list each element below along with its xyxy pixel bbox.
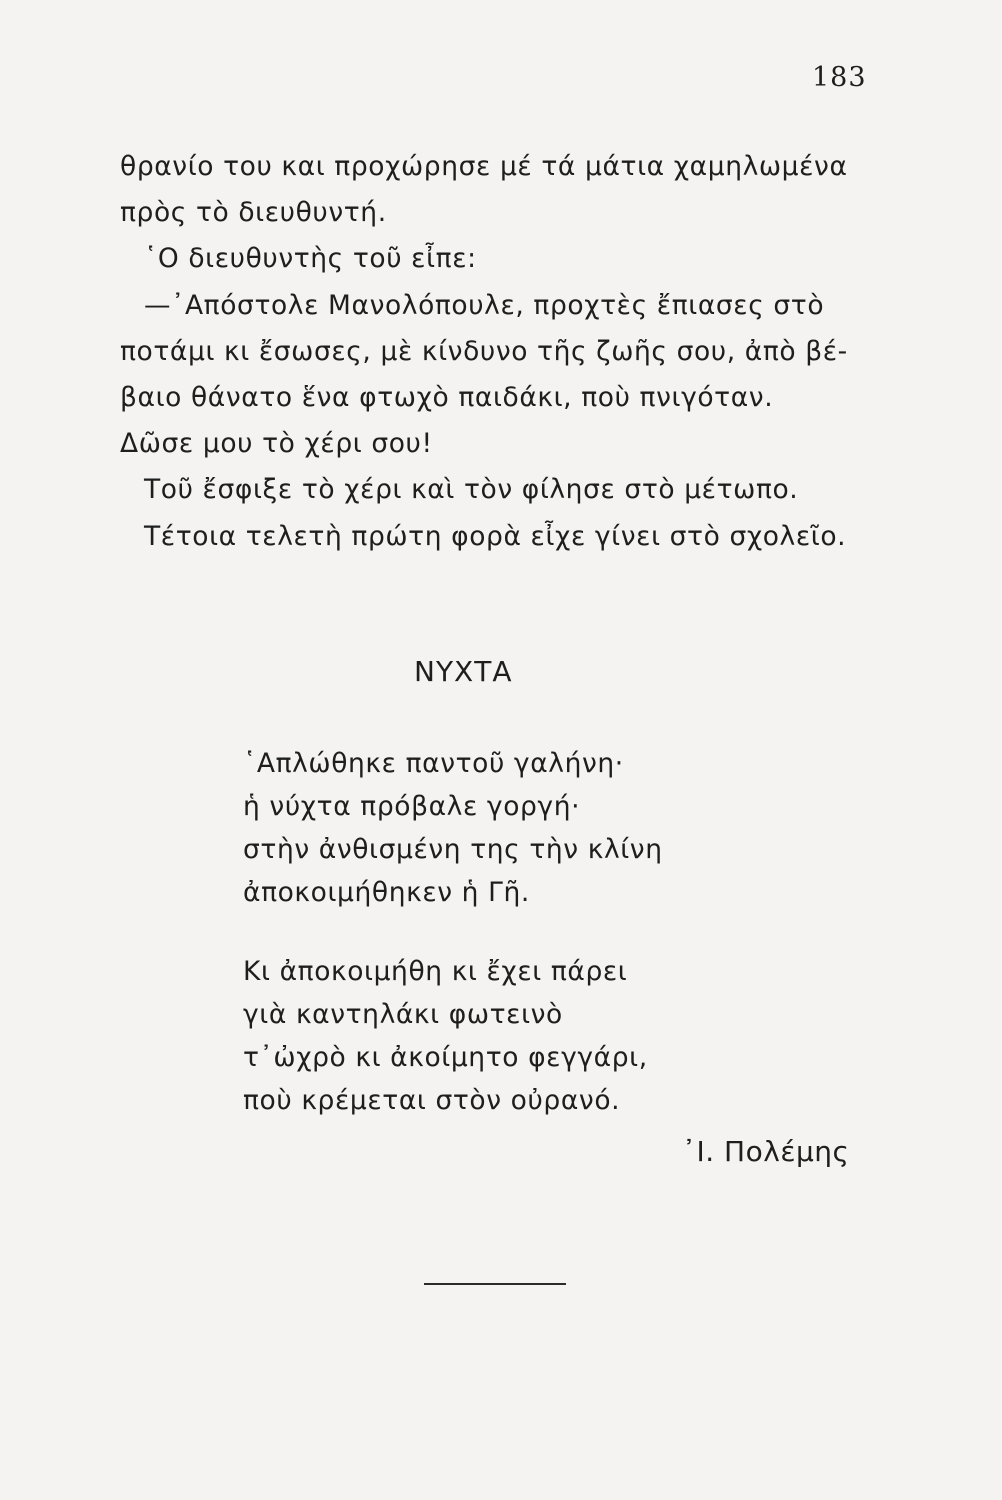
prose-block: [120, 144, 910, 560]
poem-verse: ἡ νύχτα πρόβαλε γοργή·: [243, 791, 581, 822]
prose-line: ποτάμι κι ἔσωσες, μὲ κίνδυνο τῆς ζωῆς σου, ἀπὸ βέ-: [120, 335, 848, 367]
poem-verse: ποὺ κρέμεται στὸν οὐρανό.: [243, 1085, 621, 1116]
page-number: 183: [812, 62, 867, 93]
prose-line: ῾Ο διευθυντὴς τοῦ εἶπε:: [144, 243, 477, 275]
prose-line: θρανίο του και προχώρησε μέ τά μάτια χαμηλωμένα: [120, 151, 848, 182]
poem-verse: Κι ἀποκοιμήθη κι ἔχει πάρει: [243, 956, 628, 987]
poem-verse: ῾Απλώθηκε παντοῦ γαλήνη·: [243, 748, 624, 779]
poem-title: ΝΥΧΤΑ: [414, 655, 513, 688]
prose-line: Τοῦ ἔσφιξε τὸ χέρι καὶ τὸν φίλησε στὸ μέτωπο.: [144, 474, 799, 506]
poem-verse: γιὰ καντηλάκι φωτεινὸ: [243, 999, 563, 1030]
prose-line: Τέτοια τελετὴ πρώτη φορὰ εἶχε γίνει στὸ σχολεῖο.: [144, 520, 847, 552]
prose-line: βαιο θάνατο ἕνα φτωχὸ παιδάκι, ποὺ πνιγόταν.: [120, 381, 774, 413]
prose-line: Δῶσε μου τὸ χέρι σου!: [120, 428, 433, 460]
poem-verse: στὴν ἀνθισμένη της τὴν κλίνη: [243, 834, 663, 865]
prose-line: πρὸς τὸ διευθυντή.: [120, 197, 387, 229]
section-divider: [424, 1283, 566, 1285]
poem-stanza: [243, 950, 803, 1122]
poem-stanza: [243, 742, 803, 914]
poem-verse: ἀποκοιμήθηκεν ἡ Γῆ.: [243, 877, 530, 908]
poem-author: ᾿Ι. Πολέμης: [682, 1135, 850, 1168]
poem-verse: τ᾿ὠχρὸ κι ἀκοίμητο φεγγάρι,: [243, 1042, 648, 1073]
prose-line: —᾿Απόστολε Μανολόπουλε, προχτὲς ἔπιασες στὸ: [144, 289, 825, 321]
